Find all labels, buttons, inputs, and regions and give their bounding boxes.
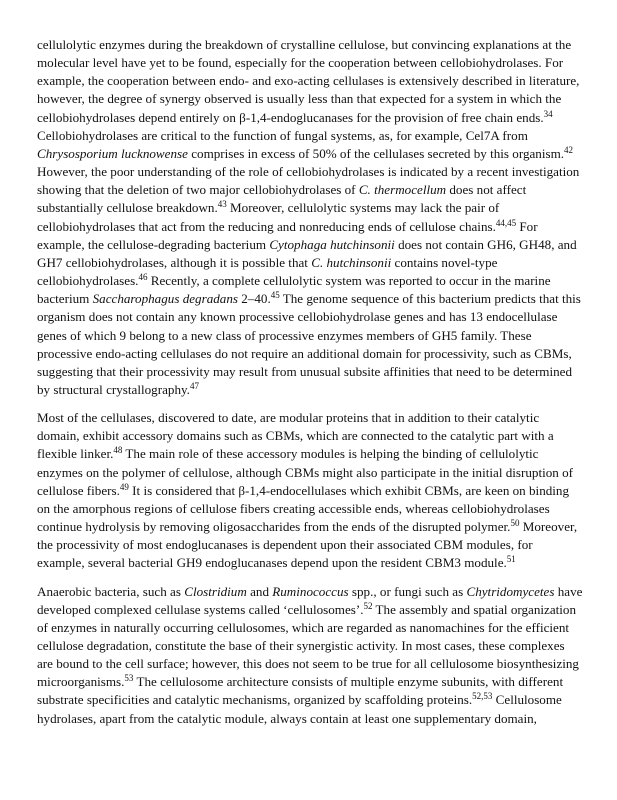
- citation-superscript: 44,45: [495, 217, 517, 228]
- italic-text: Chytridomycetes: [466, 583, 555, 599]
- citation-superscript: 46: [138, 272, 148, 283]
- citation-superscript: 51: [506, 554, 516, 565]
- citation-superscript: 52,53: [472, 691, 493, 702]
- text-run: spp., or fungi such as: [348, 583, 467, 599]
- citation-superscript: 42: [564, 144, 574, 155]
- text-run: Cellulosome hydrolases, apart from the catalytic module, always contain at least one supplementary domain,: [37, 692, 562, 726]
- text-run: It is considered that β-1,4-endocellulases which exhibit CBMs, are keen on binding on the amorphous regions of cellulose fibers creating accessible ends, whereas cellobiohydrolases continue hydrolysis by removing oligosaccharides from the ends of the disrupted polymer.: [37, 482, 570, 535]
- text-run: comprises in excess of 50% of the cellulases secreted by this organism.: [187, 145, 565, 161]
- text-run: cellulolytic enzymes during the breakdown of crystalline cellulose, but convincing explanations at the molecular level have yet to be found, especially for the cooperation between cellobiohydrolases. For example, the cooperation between endo- and exo-acting cellulases is extensively described in literature, however, the degree of synergy observed is usually less than that expected for a system in which the cellobiohydrolases depend entirely on β-1,4-endoglucanases for the provision of free chain ends.: [37, 37, 580, 125]
- text-run: Moreover, cellulolytic systems may lack the pair of cellobiohydrolases that act from the reducing and nonreducing ends of cellulose chains.: [37, 200, 500, 234]
- text-run: For example, the cellulose-degrading bacterium: [37, 218, 538, 252]
- document-page: [37, 36, 583, 738]
- text-run: have developed complexed cellulase systems called ‘cellulosomes’.: [37, 583, 583, 617]
- text-run: Cellobiohydrolases are critical to the function of fungal systems, as, for example, Cel7A from: [37, 127, 528, 143]
- text-run: does not contain GH6, GH48, and GH7 cellobiohydrolases, although it is possible that: [37, 236, 577, 270]
- italic-text: Saccharophagus degradans: [92, 291, 238, 307]
- text-run: The main role of these accessory modules is helping the binding of cellulolytic enzymes on the polymer of cellulose, although CBMs might also participate in the initial disruption of cellulose fibers.: [37, 446, 574, 498]
- citation-superscript: 50: [510, 518, 520, 529]
- italic-text: Chrysosporium lucknowense: [37, 145, 188, 161]
- citation-superscript: 34: [543, 108, 553, 119]
- citation-superscript: 43: [217, 199, 227, 210]
- text-run: Recently, a complete cellulolytic system was reported to occur in the marine bacterium: [37, 273, 551, 307]
- text-run: Anaerobic bacteria, such as: [37, 583, 185, 599]
- text-run: and: [246, 583, 273, 599]
- text-run: does not affect substantially cellulose breakdown.: [37, 182, 527, 216]
- paragraph-cellobiohydrolases: [37, 36, 583, 399]
- text-run: The cellulosome architecture consists of multiple enzyme subunits, with different substrate specificities and catalytic mechanisms, organized by scaffolding proteins.: [37, 674, 564, 708]
- text-run: 2–40.: [237, 291, 271, 307]
- citation-superscript: 48: [113, 445, 123, 456]
- citation-superscript: 47: [189, 380, 199, 391]
- citation-superscript: 45: [270, 290, 280, 301]
- italic-text: C. hutchinsonii: [311, 254, 392, 270]
- italic-text: Ruminococcus: [272, 583, 349, 599]
- text-run: contains novel-type cellobiohydrolases.: [37, 254, 498, 289]
- italic-text: Cytophaga hutchinsonii: [269, 236, 395, 252]
- text-run: The assembly and spatial organization of enzymes in naturally occurring cellulosomes, which are regarded as nanomachines for the efficient cellulose degradation, constitute the base of their synergistic activity. In most cases, these complexes are bound to the cell surface; however, this does not seem to be true for all cellulosome biosynthesizing microorganisms.: [37, 601, 579, 690]
- citation-superscript: 53: [124, 673, 134, 684]
- text-run: Moreover, the processivity of most endoglucanases is dependent upon their associated CBM modules, for example, several bacterial GH9 endoglucanases depend upon the resident CBM3 module.: [37, 519, 578, 571]
- citation-superscript: 49: [119, 481, 129, 492]
- italic-text: Clostridium: [184, 583, 247, 599]
- italic-text: C. thermocellum: [358, 182, 447, 198]
- text-run: However, the poor understanding of the role of cellobiohydrolases is indicated by a recent investigation showing that the deletion of two major cellobiohydrolases of: [37, 164, 580, 198]
- citation-superscript: 52: [363, 600, 373, 611]
- text-run: The genome sequence of this bacterium predicts that this organism does not contain any known processive cellobiohydrolase genes and has 13 endocellulase genes of which 9 belong to a new class of processive enzymes members of GH5 family. These processive endo-acting cellulases do not require an additional domain for processivity, such as CBMs, suggesting that their processivity may result from unusual subsite affinities that need to be determined by structural crystallography.: [37, 291, 581, 397]
- text-run: Most of the cellulases, discovered to date, are modular proteins that in addition to their catalytic domain, exhibit accessory domains such as CBMs, which are connected to the catalytic part with a flexible linker.: [37, 410, 554, 462]
- paragraph-modular-cellulases: [37, 409, 583, 572]
- paragraph-cellulosomes: [37, 583, 583, 728]
